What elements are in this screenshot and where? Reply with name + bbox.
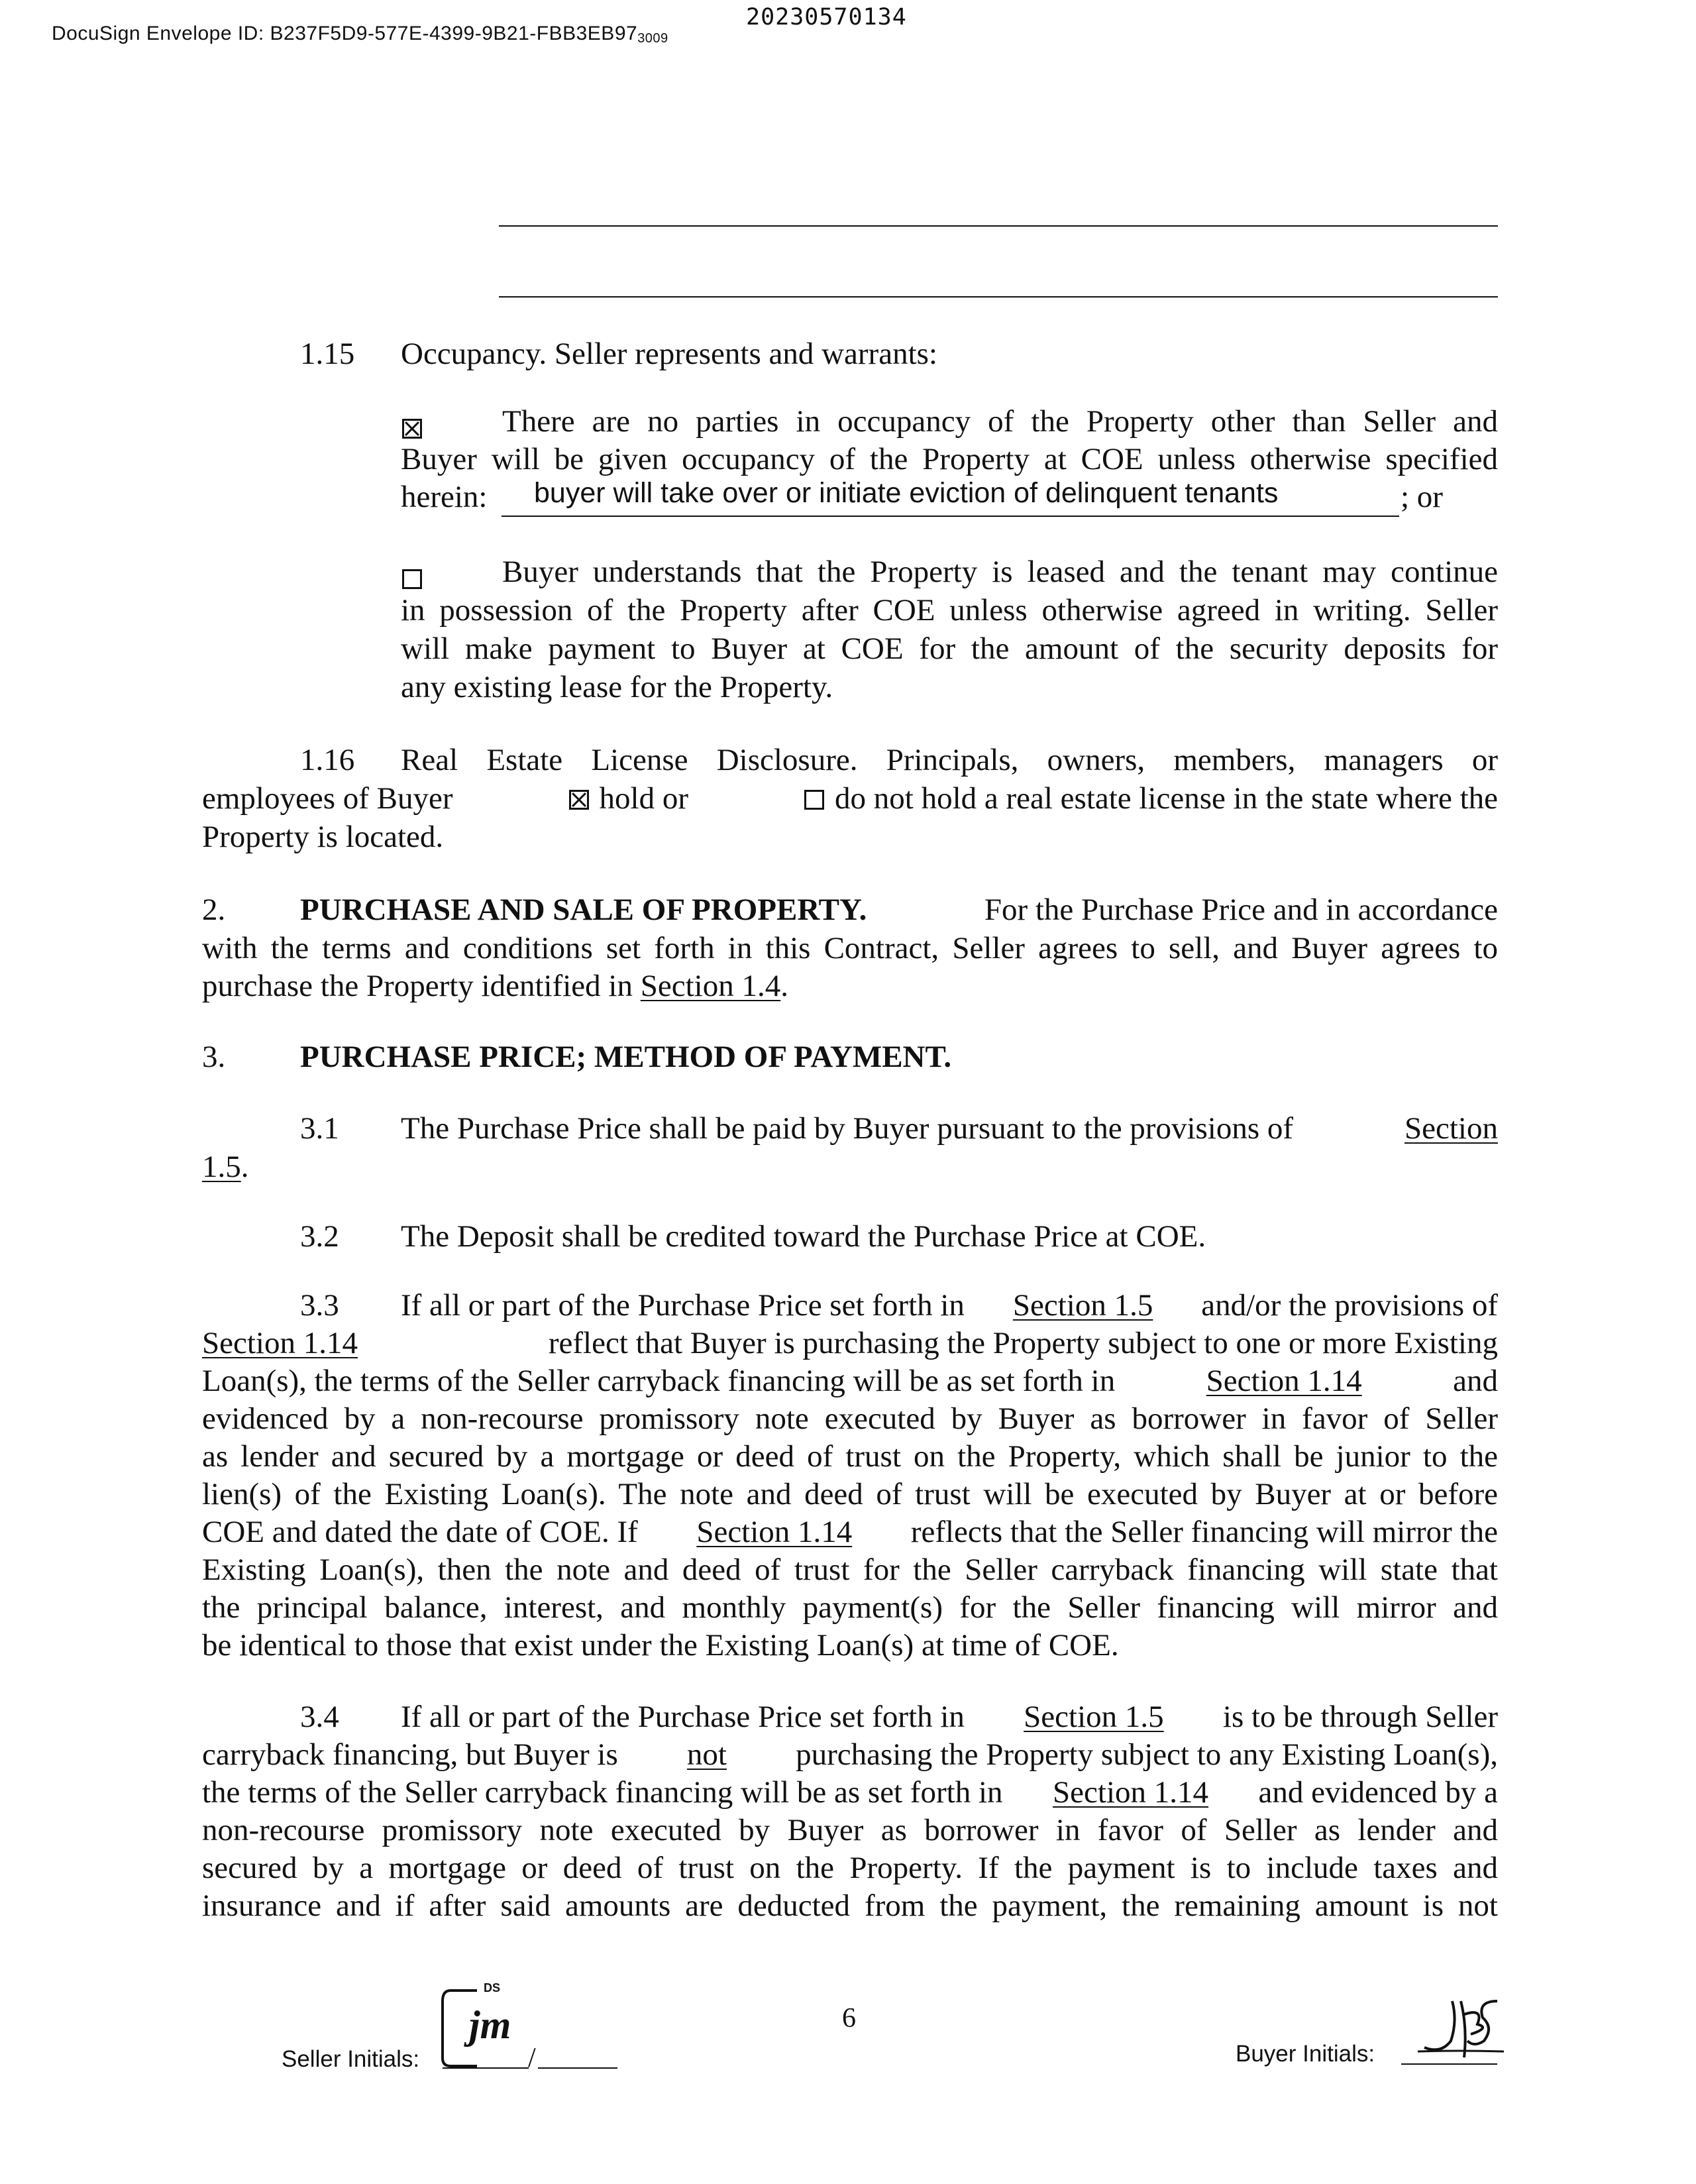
license-employees-text: employees of Buyer: [202, 781, 453, 816]
occupancy-or: ; or: [1401, 480, 1443, 514]
seller-initials-label: Seller Initials:: [282, 2046, 420, 2072]
seller-initials-signature: jm: [469, 2003, 511, 2047]
s33-l1-b: and/or the provisions of: [1201, 1288, 1498, 1323]
s33-l1-a: If all or part of the Purchase Price set forth in: [401, 1288, 965, 1323]
section-2-period: .: [780, 969, 788, 1003]
section-3-4-line-2: [202, 1736, 1498, 1774]
section-1-15-title: Occupancy. Seller represents and warrants:: [401, 337, 937, 371]
section-3-4-line-5: secured by a mortgage or deed of trust on the Property. If the payment is to include taxes and: [202, 1851, 1498, 1885]
occupancy-option-2-line-2: in possession of the Property after COE unless otherwise agreed in writing. Seller: [401, 593, 1498, 628]
section-1-5-link[interactable]: Section 1.5: [1012, 1288, 1153, 1323]
section-1-14-link[interactable]: Section 1.14: [1206, 1364, 1362, 1398]
seller-initials-line-2: [538, 2067, 617, 2069]
license-hold-option[interactable]: [569, 780, 688, 818]
ds-tag: DS: [484, 1981, 501, 1994]
buyer-initials-line: [1401, 2063, 1497, 2065]
envelope-id: [52, 23, 668, 46]
s34-l2-b: purchasing the Property subject to any Existing Loan(s),: [796, 1737, 1498, 1772]
s34-l3-b: and evidenced by a: [1258, 1775, 1498, 1810]
section-1-16-line-2: [202, 780, 1498, 818]
buyer-signature-icon: [1404, 1988, 1510, 2067]
page-number: 6: [842, 2003, 856, 2034]
section-number-3-3: 3.3: [300, 1288, 339, 1323]
license-hold-label: hold or: [599, 781, 688, 816]
occupancy-option-2-line-4: any existing lease for the Property.: [401, 670, 833, 704]
occupancy-herein-label: herein:: [401, 480, 488, 514]
section-1-5-link-b[interactable]: 1.5: [202, 1150, 241, 1184]
s33-l7-a: COE and dated the date of COE. If: [202, 1515, 638, 1549]
s34-l3-a: the terms of the Seller carryback financing will be as set forth in: [202, 1775, 1003, 1810]
buyer-initials-label: Buyer Initials:: [1236, 2041, 1375, 2067]
unchecked-box-icon: [804, 790, 824, 810]
section-number-1-16: 1.16: [300, 743, 355, 777]
occupancy-option-2-line-3: will make payment to Buyer at COE for the amount of the security deposits for: [401, 631, 1498, 666]
section-3-4-line-1: [401, 1698, 1498, 1736]
s34-l1-a: If all or part of the Purchase Price set forth in: [401, 1700, 965, 1734]
license-not-hold-label: do not hold a real estate license in the state where the: [835, 781, 1498, 816]
docusign-initials-frame[interactable]: [437, 1981, 523, 2073]
section-1-16-line-1: Real Estate License Disclosure. Principals, owners, members, managers or: [401, 743, 1498, 777]
section-1-14-link[interactable]: Section 1.14: [202, 1326, 358, 1360]
blank-rule-2: [499, 296, 1498, 298]
section-3-4-line-3: [202, 1774, 1498, 1812]
envelope-id-tail: 3009: [637, 31, 668, 46]
section-3-3-line-9: the principal balance, interest, and monthly payment(s) for the Seller financing will mirror and: [202, 1590, 1498, 1625]
section-2-line-1: [300, 891, 1498, 929]
s34-not: not: [686, 1737, 727, 1772]
s34-l1-b: is to be through Seller: [1222, 1700, 1498, 1734]
section-2-line-1-rest: For the Purchase Price and in accordance: [984, 893, 1498, 927]
section-3-1-line-2: [202, 1148, 249, 1186]
seller-initials-line-1: [443, 2067, 529, 2069]
occupancy-option-1-line-2: Buyer will be given occupancy of the Property at COE unless otherwise specified: [401, 442, 1498, 476]
occupancy-herein-underline: [502, 516, 1399, 517]
section-1-16-line-3: Property is located.: [202, 820, 444, 854]
unchecked-box-icon: [402, 569, 422, 589]
checked-box-icon: [402, 419, 422, 439]
section-1-5-link-a[interactable]: Section: [1404, 1111, 1498, 1146]
section-number-2: 2.: [202, 893, 226, 927]
section-number-3: 3.: [202, 1040, 226, 1074]
section-3-3-line-10: be identical to those that exist under the Existing Loan(s) at time of COE.: [202, 1628, 1119, 1663]
section-2-line-3: [202, 967, 788, 1005]
section-3-3-line-5: as lender and secured by a mortgage or deed of trust on the Property, which shall be junior to the: [202, 1439, 1498, 1474]
section-number-3-4: 3.4: [300, 1700, 339, 1734]
section-3-heading: PURCHASE PRICE; METHOD OF PAYMENT.: [300, 1040, 952, 1074]
section-1-14-link[interactable]: Section 1.14: [1053, 1775, 1209, 1810]
section-3-3-line-7: [202, 1513, 1498, 1551]
section-3-1-line-1: [401, 1110, 1498, 1148]
section-3-3-line-8: Existing Loan(s), then the note and deed of trust for the Seller carryback financing will state that: [202, 1553, 1498, 1587]
section-2-heading: PURCHASE AND SALE OF PROPERTY.: [300, 893, 867, 927]
seller-initials-slash: /: [528, 2043, 536, 2073]
buyer-initials-signature[interactable]: [1404, 1988, 1510, 2067]
occupancy-herein-field[interactable]: buyer will take over or initiate eviction of delinquent tenants: [534, 477, 1279, 509]
section-3-1-text: The Purchase Price shall be paid by Buyer pursuant to the provisions of: [401, 1111, 1294, 1146]
occupancy-option-2-line-1: Buyer understands that the Property is leased and the tenant may continue: [502, 555, 1498, 589]
section-number-1-15: 1.15: [300, 337, 355, 371]
s33-l7-b: reflects that the Seller financing will mirror the: [910, 1515, 1498, 1549]
section-2-line-3-text: purchase the Property identified in: [202, 969, 633, 1003]
section-3-1-period: .: [240, 1150, 249, 1184]
section-1-5-link[interactable]: Section 1.5: [1024, 1700, 1164, 1734]
section-number-3-1: 3.1: [300, 1111, 339, 1146]
section-1-4-link[interactable]: Section 1.4: [640, 969, 781, 1003]
checked-box-icon: [569, 790, 589, 810]
section-3-3-line-3: [202, 1362, 1498, 1400]
section-3-3-line-2: [202, 1325, 1498, 1362]
section-3-3-line-4: evidenced by a non-recourse promissory note executed by Buyer as borrower in favor of Seller: [202, 1401, 1498, 1436]
section-3-4-line-4: non-recourse promissory note executed by Buyer as borrower in favor of Seller as lender and: [202, 1813, 1498, 1847]
occupancy-option-1-line-1: There are no parties in occupancy of the Property other than Seller and: [502, 404, 1498, 439]
s33-l3-b: and: [1453, 1364, 1498, 1398]
envelope-id-text: DocuSign Envelope ID: B237F5D9-577E-4399-9B21-FBB3EB97: [52, 23, 638, 44]
section-3-2-text: The Deposit shall be credited toward the Purchase Price at COE.: [401, 1219, 1206, 1254]
s33-l2-b: reflect that Buyer is purchasing the Property subject to one or more Existing: [548, 1326, 1498, 1360]
license-not-hold-option[interactable]: [804, 780, 1498, 818]
section-3-3-line-6: lien(s) of the Existing Loan(s). The note and deed of trust will be executed by Buyer at or before: [202, 1477, 1498, 1511]
section-3-4-line-6: insurance and if after said amounts are deducted from the payment, the remaining amount is not: [202, 1888, 1498, 1923]
section-number-3-2: 3.2: [300, 1219, 339, 1254]
section-2-line-2: with the terms and conditions set forth in this Contract, Seller agrees to sell, and Buyer agrees to: [202, 931, 1498, 965]
s34-l2-a: carryback financing, but Buyer is: [202, 1737, 618, 1772]
section-1-14-link[interactable]: Section 1.14: [696, 1515, 853, 1549]
document-number: 20230570134: [746, 4, 907, 30]
blank-rule-1: [499, 225, 1498, 227]
section-3-3-line-1: [401, 1287, 1498, 1325]
s33-l3-a: Loan(s), the terms of the Seller carryback financing will be as set forth in: [202, 1364, 1116, 1398]
